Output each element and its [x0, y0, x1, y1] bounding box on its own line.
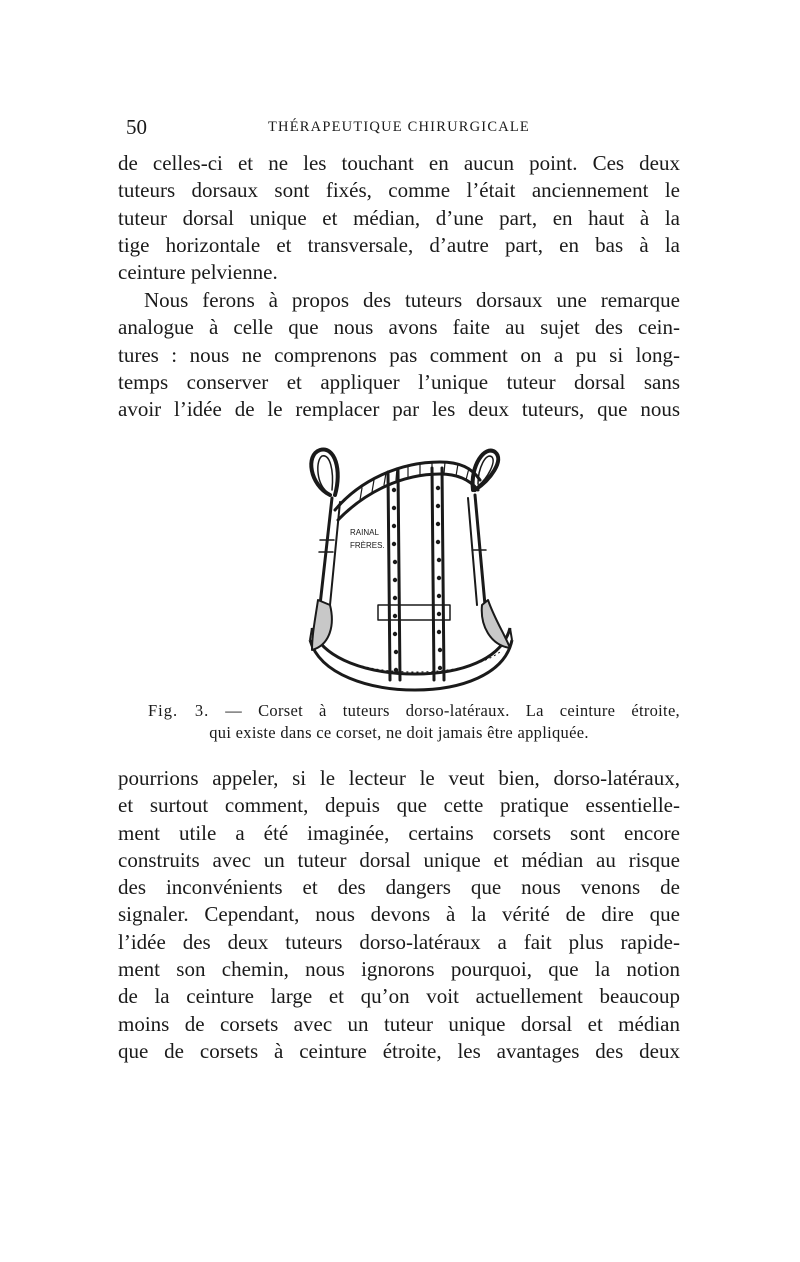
caption-text: — Corset à tuteurs dorso-latéraux. La ceinture étroite,: [209, 701, 680, 720]
caption-line: qui existe dans ce corset, ne doit jamais être appliquée.: [209, 723, 589, 742]
text-line: analogue à celle que nous avons faite au sujet des cein-: [118, 315, 680, 340]
text-line: tuteur dorsal unique et médian, d’une part, en haut à la: [118, 205, 680, 230]
text-line: tures : nous ne comprenons pas comment on a pu si long-: [118, 342, 680, 367]
paragraph-continuation: [118, 150, 680, 286]
text-line: des inconvénients et des dangers que nous venons de: [118, 875, 680, 900]
text-line: tige horizontale et transversale, d’autre part, en bas à la: [118, 232, 680, 257]
text-line: construits avec un tuteur dorsal unique et médian au risque: [118, 847, 680, 872]
text-line: Nous ferons à propos des tuteurs dorsaux une remarque: [144, 288, 680, 312]
running-title: THÉRAPEUTIQUE CHIRURGICALE: [268, 119, 530, 135]
text-line: l’idée des deux tuteurs dorso-latéraux a fait plus rapide-: [118, 929, 680, 954]
text-line: ment son chemin, nous ignorons pourquoi, que la notion: [118, 957, 680, 982]
text-line: ment utile a été imaginée, certains corsets sont encore: [118, 820, 680, 845]
text-line: de la ceinture large et qu’on voit actuellement beaucoup: [118, 984, 680, 1009]
text-line: avoir l’idée de le remplacer par les deux tuteurs, que nous: [118, 397, 680, 422]
page-header: [118, 114, 680, 140]
figure-caption: [118, 700, 680, 744]
text-line: tuteurs dorsaux sont fixés, comme l’était anciennement le: [118, 178, 680, 203]
page-number: 50: [126, 115, 147, 139]
text-line: pourrions appeler, si le lecteur le veut bien, dorso-latéraux,: [118, 766, 680, 790]
text-line: temps conserver et appliquer l’unique tuteur dorsal sans: [118, 369, 680, 394]
paragraph-continued-after-figure: [118, 765, 680, 1065]
maker-label-line-1: RAINAL: [350, 528, 379, 537]
maker-label-line-2: FRÈRES.: [350, 541, 385, 550]
text-line: ceinture pelvienne.: [118, 260, 278, 285]
caption-line: [118, 700, 680, 722]
text-line: que de corsets à ceinture étroite, les avantages des deux: [118, 1038, 680, 1063]
corset-illustration: [290, 440, 520, 695]
text-line: et surtout comment, depuis que cette pratique essentielle-: [118, 793, 680, 818]
text-line: de celles-ci et ne les touchant en aucun point. Ces deux: [118, 151, 680, 175]
figure-number: Fig. 3.: [148, 701, 210, 720]
paragraph-tuteurs-remark: [118, 287, 680, 423]
text-line: signaler. Cependant, nous devons à la vérité de dire que: [118, 902, 680, 927]
text-line: moins de corsets avec un tuteur unique dorsal et médian: [118, 1011, 680, 1036]
corset-engraving: [290, 440, 520, 695]
